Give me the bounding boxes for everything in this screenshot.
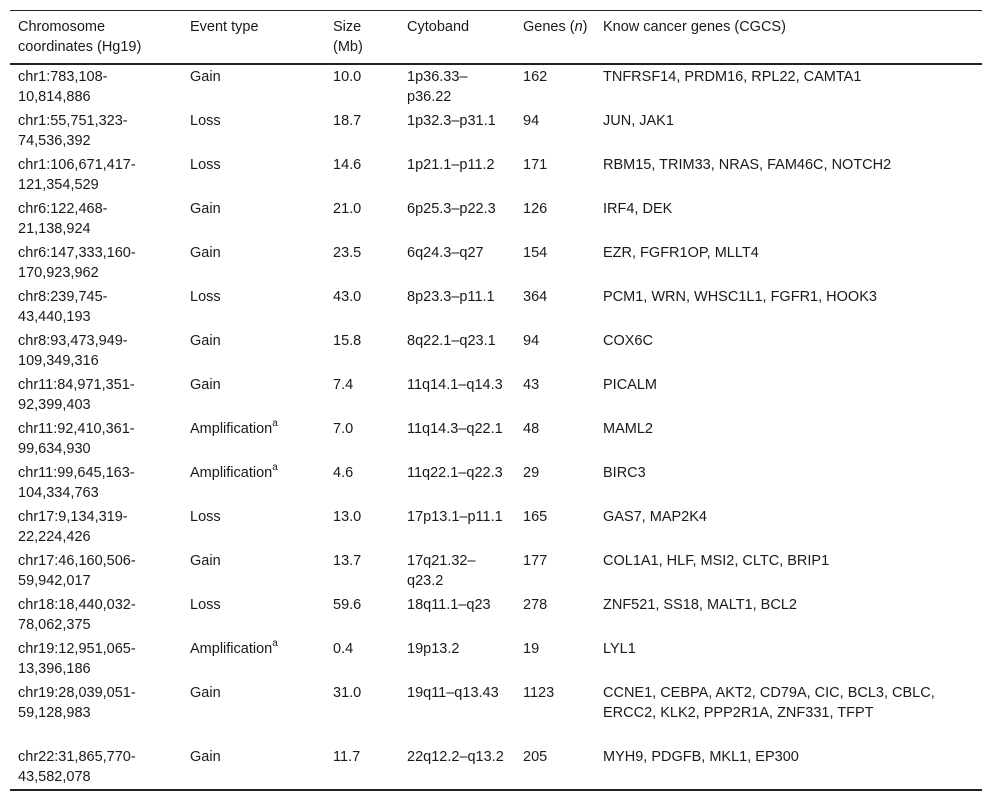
cell-size: 18.7 [333, 113, 362, 129]
cell-size: 13.7 [333, 553, 362, 569]
cell-event-type: Loss [190, 113, 221, 129]
cell-cancer-genes: IRF4, DEK [603, 201, 673, 217]
cell-cancer-genes: TNFRSF14, PRDM16, RPL22, CAMTA1 [603, 69, 862, 85]
cell-cytoband: 1p36.33–p36.22 [407, 69, 468, 105]
cell-cytoband: 11q14.3–q22.1 [407, 421, 503, 437]
cell-event-type: Loss [190, 157, 221, 173]
table-container [10, 10, 982, 791]
cell-coordinates: chr19:12,951,065-13,396,186 [18, 641, 136, 677]
table-row [10, 197, 982, 241]
cell-genes: 43 [523, 377, 540, 393]
table-row [10, 64, 982, 109]
header-genes-n: n [574, 19, 583, 35]
cell-size: 31.0 [333, 685, 362, 701]
cell-genes: 162 [523, 69, 548, 85]
cell-cytoband: 6q24.3–q27 [407, 245, 484, 261]
cell-coordinates: chr8:239,745-43,440,193 [18, 289, 108, 325]
header-event-type: Event type [190, 19, 259, 35]
cell-cytoband: 11q14.1–q14.3 [407, 377, 503, 393]
cell-event-type [182, 417, 325, 461]
cell-event-type [182, 461, 325, 505]
cell-size: 7.4 [333, 377, 354, 393]
cell-cancer-genes: GAS7, MAP2K4 [603, 509, 707, 525]
cell-genes: 94 [523, 333, 540, 349]
cell-cytoband: 22q12.2–q13.2 [407, 749, 504, 765]
cell-event-type: Loss [190, 597, 221, 613]
cell-event-type: Loss [190, 509, 221, 525]
cell-size: 21.0 [333, 201, 362, 217]
cell-size: 4.6 [333, 465, 354, 481]
cell-cytoband: 6p25.3–p22.3 [407, 201, 496, 217]
cell-event-type: Gain [190, 553, 221, 569]
cell-genes: 19 [523, 641, 540, 657]
cell-cancer-genes: COL1A1, HLF, MSI2, CLTC, BRIP1 [603, 553, 830, 569]
table-row [10, 373, 982, 417]
table-row [10, 153, 982, 197]
cell-coordinates: chr11:99,645,163-104,334,763 [18, 465, 135, 501]
cell-coordinates: chr1:106,671,417-121,354,529 [18, 157, 136, 193]
cell-cancer-genes: LYL1 [603, 641, 636, 657]
cell-coordinates: chr18:18,440,032-78,062,375 [18, 597, 136, 633]
cell-cytoband: 18q11.1–q23 [407, 597, 491, 613]
cell-size: 23.5 [333, 245, 362, 261]
cell-cancer-genes: RBM15, TRIM33, NRAS, FAM46C, NOTCH2 [603, 157, 892, 173]
cell-coordinates: chr11:84,971,351-92,399,403 [18, 377, 135, 413]
table-header [10, 11, 982, 65]
cell-cytoband: 19q11–q13.43 [407, 685, 499, 701]
cell-cancer-genes: PCM1, WRN, WHSC1L1, FGFR1, HOOK3 [603, 289, 877, 305]
header-size: Size (Mb) [333, 19, 363, 55]
cell-cytoband: 11q22.1–q22.3 [407, 465, 503, 481]
cell-genes: 364 [523, 289, 548, 305]
cell-cytoband: 17q21.32–q23.2 [407, 553, 476, 589]
cell-genes: 1123 [523, 685, 555, 701]
cell-size: 11.7 [333, 749, 361, 765]
cell-event-type: Gain [190, 685, 221, 701]
header-coordinates: Chromosome coordinates (Hg19) [18, 19, 142, 55]
cell-genes: 154 [523, 245, 548, 261]
cell-cancer-genes: MAML2 [603, 421, 653, 437]
cell-size: 10.0 [333, 69, 362, 85]
table-row [10, 637, 982, 681]
cell-coordinates: chr11:92,410,361-99,634,930 [18, 421, 135, 457]
cell-event-type: Gain [190, 333, 221, 349]
cell-coordinates: chr8:93,473,949-109,349,316 [18, 333, 128, 369]
event-type-text: Amplification [190, 465, 273, 481]
cell-event-type: Loss [190, 289, 221, 305]
table-row [10, 593, 982, 637]
cell-event-type: Gain [190, 69, 221, 85]
table-row [10, 329, 982, 373]
table-row [10, 241, 982, 285]
header-genes [515, 11, 595, 65]
cell-event-type: Gain [190, 201, 221, 217]
cell-genes: 165 [523, 509, 548, 525]
cell-size: 15.8 [333, 333, 362, 349]
footnote-marker: a [272, 418, 278, 430]
cell-event-type: Gain [190, 377, 221, 393]
footnote-marker: a [272, 638, 278, 650]
table-row [10, 109, 982, 153]
cell-genes: 205 [523, 749, 548, 765]
cell-coordinates: chr22:31,865,770-43,582,078 [18, 749, 136, 785]
cell-genes: 177 [523, 553, 548, 569]
cell-cancer-genes: PICALM [603, 377, 657, 393]
header-genes-label: Genes ( [523, 19, 575, 35]
header-genes-close: ) [582, 19, 588, 35]
cell-coordinates: chr6:147,333,160-170,923,962 [18, 245, 136, 281]
cell-genes: 126 [523, 201, 548, 217]
cell-genes: 171 [523, 157, 548, 173]
table-row [10, 417, 982, 461]
cell-size: 59.6 [333, 597, 362, 613]
cell-genes: 94 [523, 113, 540, 129]
cell-cancer-genes: EZR, FGFR1OP, MLLT4 [603, 245, 759, 261]
table-row [10, 549, 982, 593]
table-row [10, 461, 982, 505]
cell-cytoband: 8q22.1–q23.1 [407, 333, 496, 349]
cell-event-type [182, 637, 325, 681]
cell-size: 13.0 [333, 509, 362, 525]
cell-coordinates: chr17:46,160,506-59,942,017 [18, 553, 136, 589]
cell-coordinates: chr17:9,134,319-22,224,426 [18, 509, 128, 545]
cell-cytoband: 1p32.3–p31.1 [407, 113, 496, 129]
cell-coordinates: chr1:783,108-10,814,886 [18, 69, 108, 105]
cell-size: 0.4 [333, 641, 354, 657]
table-row [10, 745, 982, 790]
cell-cytoband: 1p21.1–p11.2 [407, 157, 495, 173]
table-row [10, 681, 982, 745]
cell-cancer-genes: COX6C [603, 333, 653, 349]
cell-genes: 48 [523, 421, 540, 437]
event-type-text: Amplification [190, 641, 273, 657]
table-row [10, 285, 982, 329]
cell-genes: 29 [523, 465, 540, 481]
cell-coordinates: chr6:122,468-21,138,924 [18, 201, 108, 237]
cell-cytoband: 17p13.1–p11.1 [407, 509, 503, 525]
cell-size: 14.6 [333, 157, 362, 173]
cell-genes: 278 [523, 597, 548, 613]
cell-cytoband: 19p13.2 [407, 641, 460, 657]
header-cancer-genes: Know cancer genes (CGCS) [603, 19, 786, 35]
cell-coordinates: chr19:28,039,051-59,128,983 [18, 685, 136, 721]
table-row [10, 505, 982, 549]
cell-cytoband: 8p23.3–p11.1 [407, 289, 495, 305]
cell-size: 43.0 [333, 289, 362, 305]
header-row [10, 11, 982, 65]
cell-cancer-genes: JUN, JAK1 [603, 113, 674, 129]
cell-cancer-genes: ZNF521, SS18, MALT1, BCL2 [603, 597, 797, 613]
table-body [10, 64, 982, 790]
header-cytoband: Cytoband [407, 19, 470, 35]
cell-coordinates: chr1:55,751,323-74,536,392 [18, 113, 128, 149]
cell-cancer-genes: MYH9, PDGFB, MKL1, EP300 [603, 749, 799, 765]
cell-cancer-genes: CCNE1, CEBPA, AKT2, CD79A, CIC, BCL3, CBLC, ERCC2, KLK2, PPP2R1A, ZNF331, TFPT [603, 685, 935, 721]
cell-event-type: Gain [190, 245, 221, 261]
cell-cancer-genes: BIRC3 [603, 465, 646, 481]
cnv-table [10, 10, 982, 791]
event-type-text: Amplification [190, 421, 273, 437]
cell-event-type: Gain [190, 749, 221, 765]
cell-size: 7.0 [333, 421, 354, 437]
footnote-marker: a [272, 462, 278, 474]
